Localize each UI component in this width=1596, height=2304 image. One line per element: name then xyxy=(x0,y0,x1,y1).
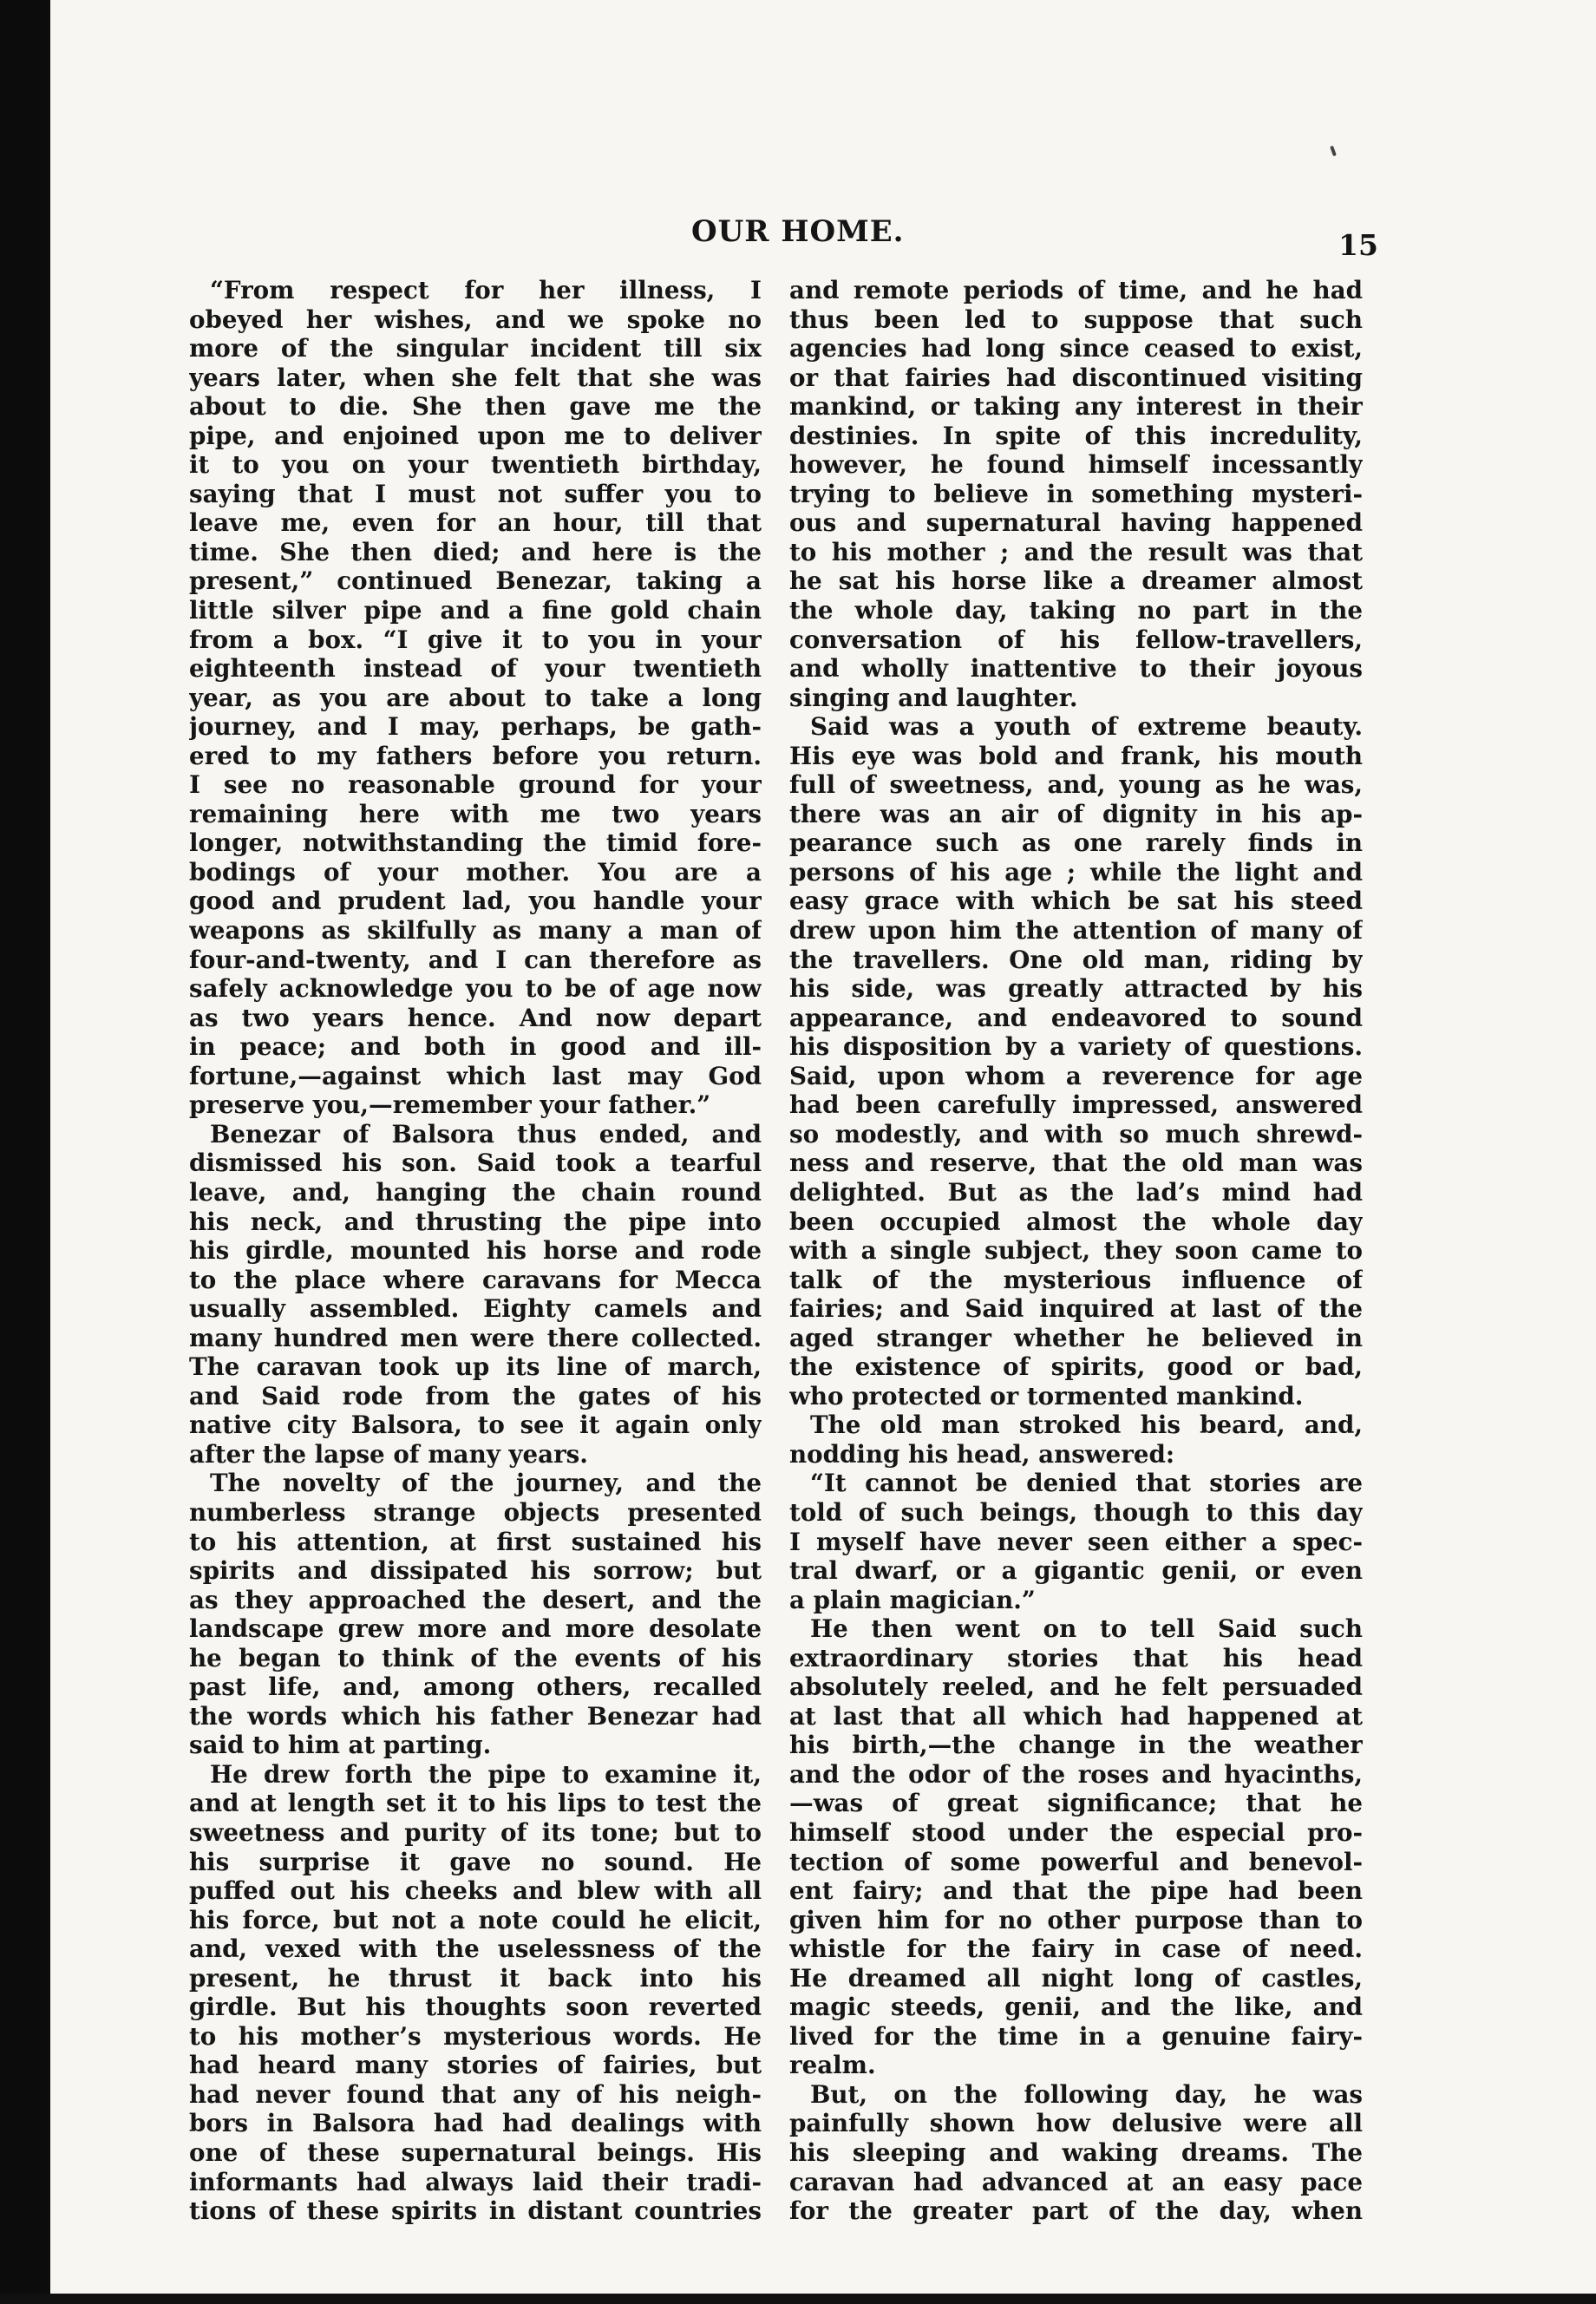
text-line: leave me, even for an hour, till that xyxy=(189,508,762,538)
running-title: OUR HOME. xyxy=(691,214,905,249)
text-line: painfully shown how delusive were all xyxy=(789,2109,1363,2138)
text-line: fortune,—against which last may God xyxy=(189,1061,762,1090)
text-line: he sat his horse like a dreamer almost xyxy=(789,566,1363,596)
text-line: himself stood under the especial pro- xyxy=(789,1817,1363,1847)
text-line: destinies. In spite of this incredulity, xyxy=(789,421,1363,450)
text-line: tions of these spirits in distant countries xyxy=(189,2196,762,2226)
text-line: and at length set it to his lips to test the xyxy=(189,1789,762,1818)
text-line: He then went on to tell Said such xyxy=(810,1614,1363,1644)
text-line: as two years hence. And now depart xyxy=(189,1003,762,1032)
text-line: persons of his age ; while the light and xyxy=(789,857,1363,887)
text-line: I see no reasonable ground for your xyxy=(189,770,762,800)
text-line: his surprise it gave no sound. He xyxy=(189,1847,762,1876)
text-line: bodings of your mother. You are a xyxy=(189,857,762,887)
text-line: however, he found himself incessantly xyxy=(789,450,1363,480)
text-line: caravan had advanced at an easy pace xyxy=(789,2167,1363,2196)
text-line: girdle. But his thoughts soon reverted xyxy=(189,1993,762,2022)
text-line: and, vexed with the uselessness of the xyxy=(189,1934,762,1964)
text-line: one of these supernatural beings. His xyxy=(189,2138,762,2167)
text-line: native city Balsora, to see it again only xyxy=(189,1411,762,1440)
text-line: so modestly, and with so much shrewd- xyxy=(789,1119,1363,1149)
text-line: his disposition by a variety of questions. xyxy=(789,1032,1363,1062)
text-line: saying that I must not suffer you to xyxy=(189,479,762,508)
text-line: “From respect for her illness, I xyxy=(210,276,762,304)
text-column-left xyxy=(189,276,762,2226)
text-line: landscape grew more and more desolate xyxy=(189,1614,762,1644)
text-line: said to him at parting. xyxy=(189,1731,492,1760)
text-line: mankind, or taking any interest in their xyxy=(789,392,1363,422)
scan-bottom-edge xyxy=(0,2294,1596,2304)
text-line: nodding his head, answered: xyxy=(789,1439,1175,1469)
text-line: pipe, and enjoined upon me to deliver xyxy=(189,421,762,450)
text-line: conversation of his fellow-travellers, xyxy=(789,625,1363,654)
text-line: or that fairies had discontinued visiting xyxy=(789,363,1363,392)
text-line: the travellers. One old man, riding by xyxy=(789,945,1363,974)
text-line: longer, notwithstanding the timid fore- xyxy=(189,828,762,858)
text-line: four-and-twenty, and I can therefore as xyxy=(189,945,762,974)
text-line: at last that all which had happened at xyxy=(789,1701,1363,1731)
text-line: his girdle, mounted his horse and rode xyxy=(189,1236,762,1266)
text-line: delighted. But as the lad’s mind had xyxy=(789,1177,1363,1207)
ink-speck xyxy=(1330,146,1337,157)
text-line: as they approached the desert, and the xyxy=(189,1585,762,1614)
text-line: pearance such as one rarely finds in xyxy=(789,828,1363,858)
text-line: his side, was greatly attracted by his xyxy=(789,974,1363,1004)
text-line: eighteenth instead of your twentieth xyxy=(189,654,762,684)
text-line: “It cannot be denied that stories are xyxy=(810,1469,1363,1498)
text-line: after the lapse of many years. xyxy=(189,1439,588,1469)
text-line: spirits and dissipated his sorrow; but xyxy=(189,1556,762,1586)
text-line: easy grace with which be sat his steed xyxy=(789,887,1363,916)
text-line: journey, and I may, perhaps, be gath- xyxy=(189,712,762,742)
text-line: the whole day, taking no part in the xyxy=(789,596,1363,625)
text-line: magic steeds, genii, and the like, and xyxy=(789,1993,1363,2022)
text-line: The novelty of the journey, and the xyxy=(210,1469,762,1498)
text-line: preserve you,—remember your father.” xyxy=(189,1090,711,1120)
text-line: present,” continued Benezar, taking a xyxy=(189,566,762,596)
text-line: the existence of spirits, good or bad, xyxy=(789,1352,1363,1382)
text-line: aged stranger whether he believed in xyxy=(789,1323,1363,1352)
text-line: many hundred men were there collected. xyxy=(189,1323,762,1352)
text-line: lived for the time in a genuine fairy- xyxy=(789,2021,1363,2051)
text-line: to his mother ; and the result was that xyxy=(789,537,1363,566)
text-line: and remote periods of time, and he had xyxy=(789,276,1363,304)
text-line: had been carefully impressed, answered xyxy=(789,1090,1363,1120)
text-line: and Said rode from the gates of his xyxy=(189,1381,762,1411)
text-line: Said was a youth of extreme beauty. xyxy=(810,712,1363,742)
text-line: with a single subject, they soon came to xyxy=(789,1236,1363,1266)
text-line: obeyed her wishes, and we spoke no xyxy=(189,304,762,334)
text-line: told of such beings, though to this day xyxy=(789,1497,1363,1527)
text-line: it to you on your twentieth birthday, xyxy=(189,450,762,480)
text-line: ous and supernatural having happened xyxy=(789,508,1363,538)
text-line: and the odor of the roses and hyacinths, xyxy=(789,1759,1363,1789)
text-line: absolutely reeled, and he felt persuaded xyxy=(789,1672,1363,1702)
text-line: He dreamed all night long of castles, xyxy=(789,1963,1363,1993)
text-line: He drew forth the pipe to examine it, xyxy=(210,1759,762,1789)
text-line: whistle for the fairy in case of need. xyxy=(789,1934,1363,1964)
text-line: But, on the following day, he was xyxy=(810,2079,1363,2109)
text-line: The caravan took up its line of march, xyxy=(189,1352,762,1382)
text-line: to his mother’s mysterious words. He xyxy=(189,2021,762,2051)
text-line: good and prudent lad, you handle your xyxy=(189,887,762,916)
text-column-right xyxy=(789,276,1363,2226)
text-line: year, as you are about to take a long xyxy=(189,683,762,712)
text-line: bors in Balsora had had dealings with xyxy=(189,2109,762,2138)
text-line: for the greater part of the day, when xyxy=(789,2196,1363,2226)
text-line: and wholly inattentive to their joyous xyxy=(789,654,1363,684)
text-line: talk of the mysterious influence of xyxy=(789,1265,1363,1294)
text-line: little silver pipe and a fine gold chain xyxy=(189,596,762,625)
text-line: time. She then died; and here is the xyxy=(189,537,762,566)
text-line: years later, when she felt that she was xyxy=(189,363,762,392)
text-line: puffed out his cheeks and blew with all xyxy=(189,1876,762,1906)
text-line: extraordinary stories that his head xyxy=(789,1643,1363,1672)
text-line: about to die. She then gave me the xyxy=(189,392,762,422)
text-line: past life, and, among others, recalled xyxy=(189,1672,762,1702)
text-line: sweetness and purity of its tone; but to xyxy=(189,1817,762,1847)
text-line: appearance, and endeavored to sound xyxy=(789,1003,1363,1032)
text-line: been occupied almost the whole day xyxy=(789,1207,1363,1236)
text-line: trying to believe in something mysteri- xyxy=(789,479,1363,508)
text-line: ered to my fathers before you return. xyxy=(189,741,762,770)
text-line: from a box. “I give it to you in your xyxy=(189,625,762,654)
text-line: tection of some powerful and benevol- xyxy=(789,1847,1363,1876)
text-line: there was an air of dignity in his ap- xyxy=(789,799,1363,828)
text-line: ness and reserve, that the old man was xyxy=(789,1149,1363,1178)
text-line: had never found that any of his neigh- xyxy=(189,2079,762,2109)
text-line: to the place where caravans for Mecca xyxy=(189,1265,762,1294)
text-line: more of the singular incident till six xyxy=(189,334,762,363)
text-line: realm. xyxy=(789,2051,876,2080)
text-line: had heard many stories of fairies, but xyxy=(189,2051,762,2080)
text-line: I myself have never seen either a spec- xyxy=(789,1527,1363,1556)
text-line: Said, upon whom a reverence for age xyxy=(789,1061,1363,1090)
text-line: weapons as skilfully as many a man of xyxy=(189,916,762,946)
text-line: His eye was bold and frank, his mouth xyxy=(789,741,1363,770)
text-line: dismissed his son. Said took a tearful xyxy=(189,1149,762,1178)
text-line: leave, and, hanging the chain round xyxy=(189,1177,762,1207)
text-line: his neck, and thrusting the pipe into xyxy=(189,1207,762,1236)
text-line: his sleeping and waking dreams. The xyxy=(789,2138,1363,2167)
text-line: he began to think of the events of his xyxy=(189,1643,762,1672)
text-line: usually assembled. Eighty camels and xyxy=(189,1294,762,1324)
text-line: informants had always laid their tradi- xyxy=(189,2167,762,2196)
text-line: agencies had long since ceased to exist, xyxy=(789,334,1363,363)
text-line: his birth,—the change in the weather xyxy=(789,1731,1363,1760)
text-line: fairies; and Said inquired at last of the xyxy=(789,1294,1363,1324)
scan-dark-edge xyxy=(0,0,50,2304)
text-line: his force, but not a note could he elicit, xyxy=(189,1905,762,1934)
text-line: thus been led to suppose that such xyxy=(789,304,1363,334)
text-line: singing and laughter. xyxy=(789,683,1078,712)
text-line: ent fairy; and that the pipe had been xyxy=(789,1876,1363,1906)
text-line: remaining here with me two years xyxy=(189,799,762,828)
text-line: who protected or tormented mankind. xyxy=(789,1381,1304,1411)
text-line: —was of great significance; that he xyxy=(789,1789,1363,1818)
text-line: in peace; and both in good and ill- xyxy=(189,1032,762,1062)
text-line: The old man stroked his beard, and, xyxy=(810,1411,1363,1440)
text-line: drew upon him the attention of many of xyxy=(789,916,1363,946)
text-line: safely acknowledge you to be of age now xyxy=(189,974,762,1004)
text-line: to his attention, at first sustained his xyxy=(189,1527,762,1556)
text-line: present, he thrust it back into his xyxy=(189,1963,762,1993)
text-line: full of sweetness, and, young as he was, xyxy=(789,770,1363,800)
text-line: numberless strange objects presented xyxy=(189,1497,762,1527)
text-line: Benezar of Balsora thus ended, and xyxy=(210,1119,762,1149)
text-line: the words which his father Benezar had xyxy=(189,1701,762,1731)
page-number: 15 xyxy=(1338,228,1378,262)
text-line: a plain magician.” xyxy=(789,1585,1036,1614)
text-line: given him for no other purpose than to xyxy=(789,1905,1363,1934)
text-line: tral dwarf, or a gigantic genii, or even xyxy=(789,1556,1363,1586)
